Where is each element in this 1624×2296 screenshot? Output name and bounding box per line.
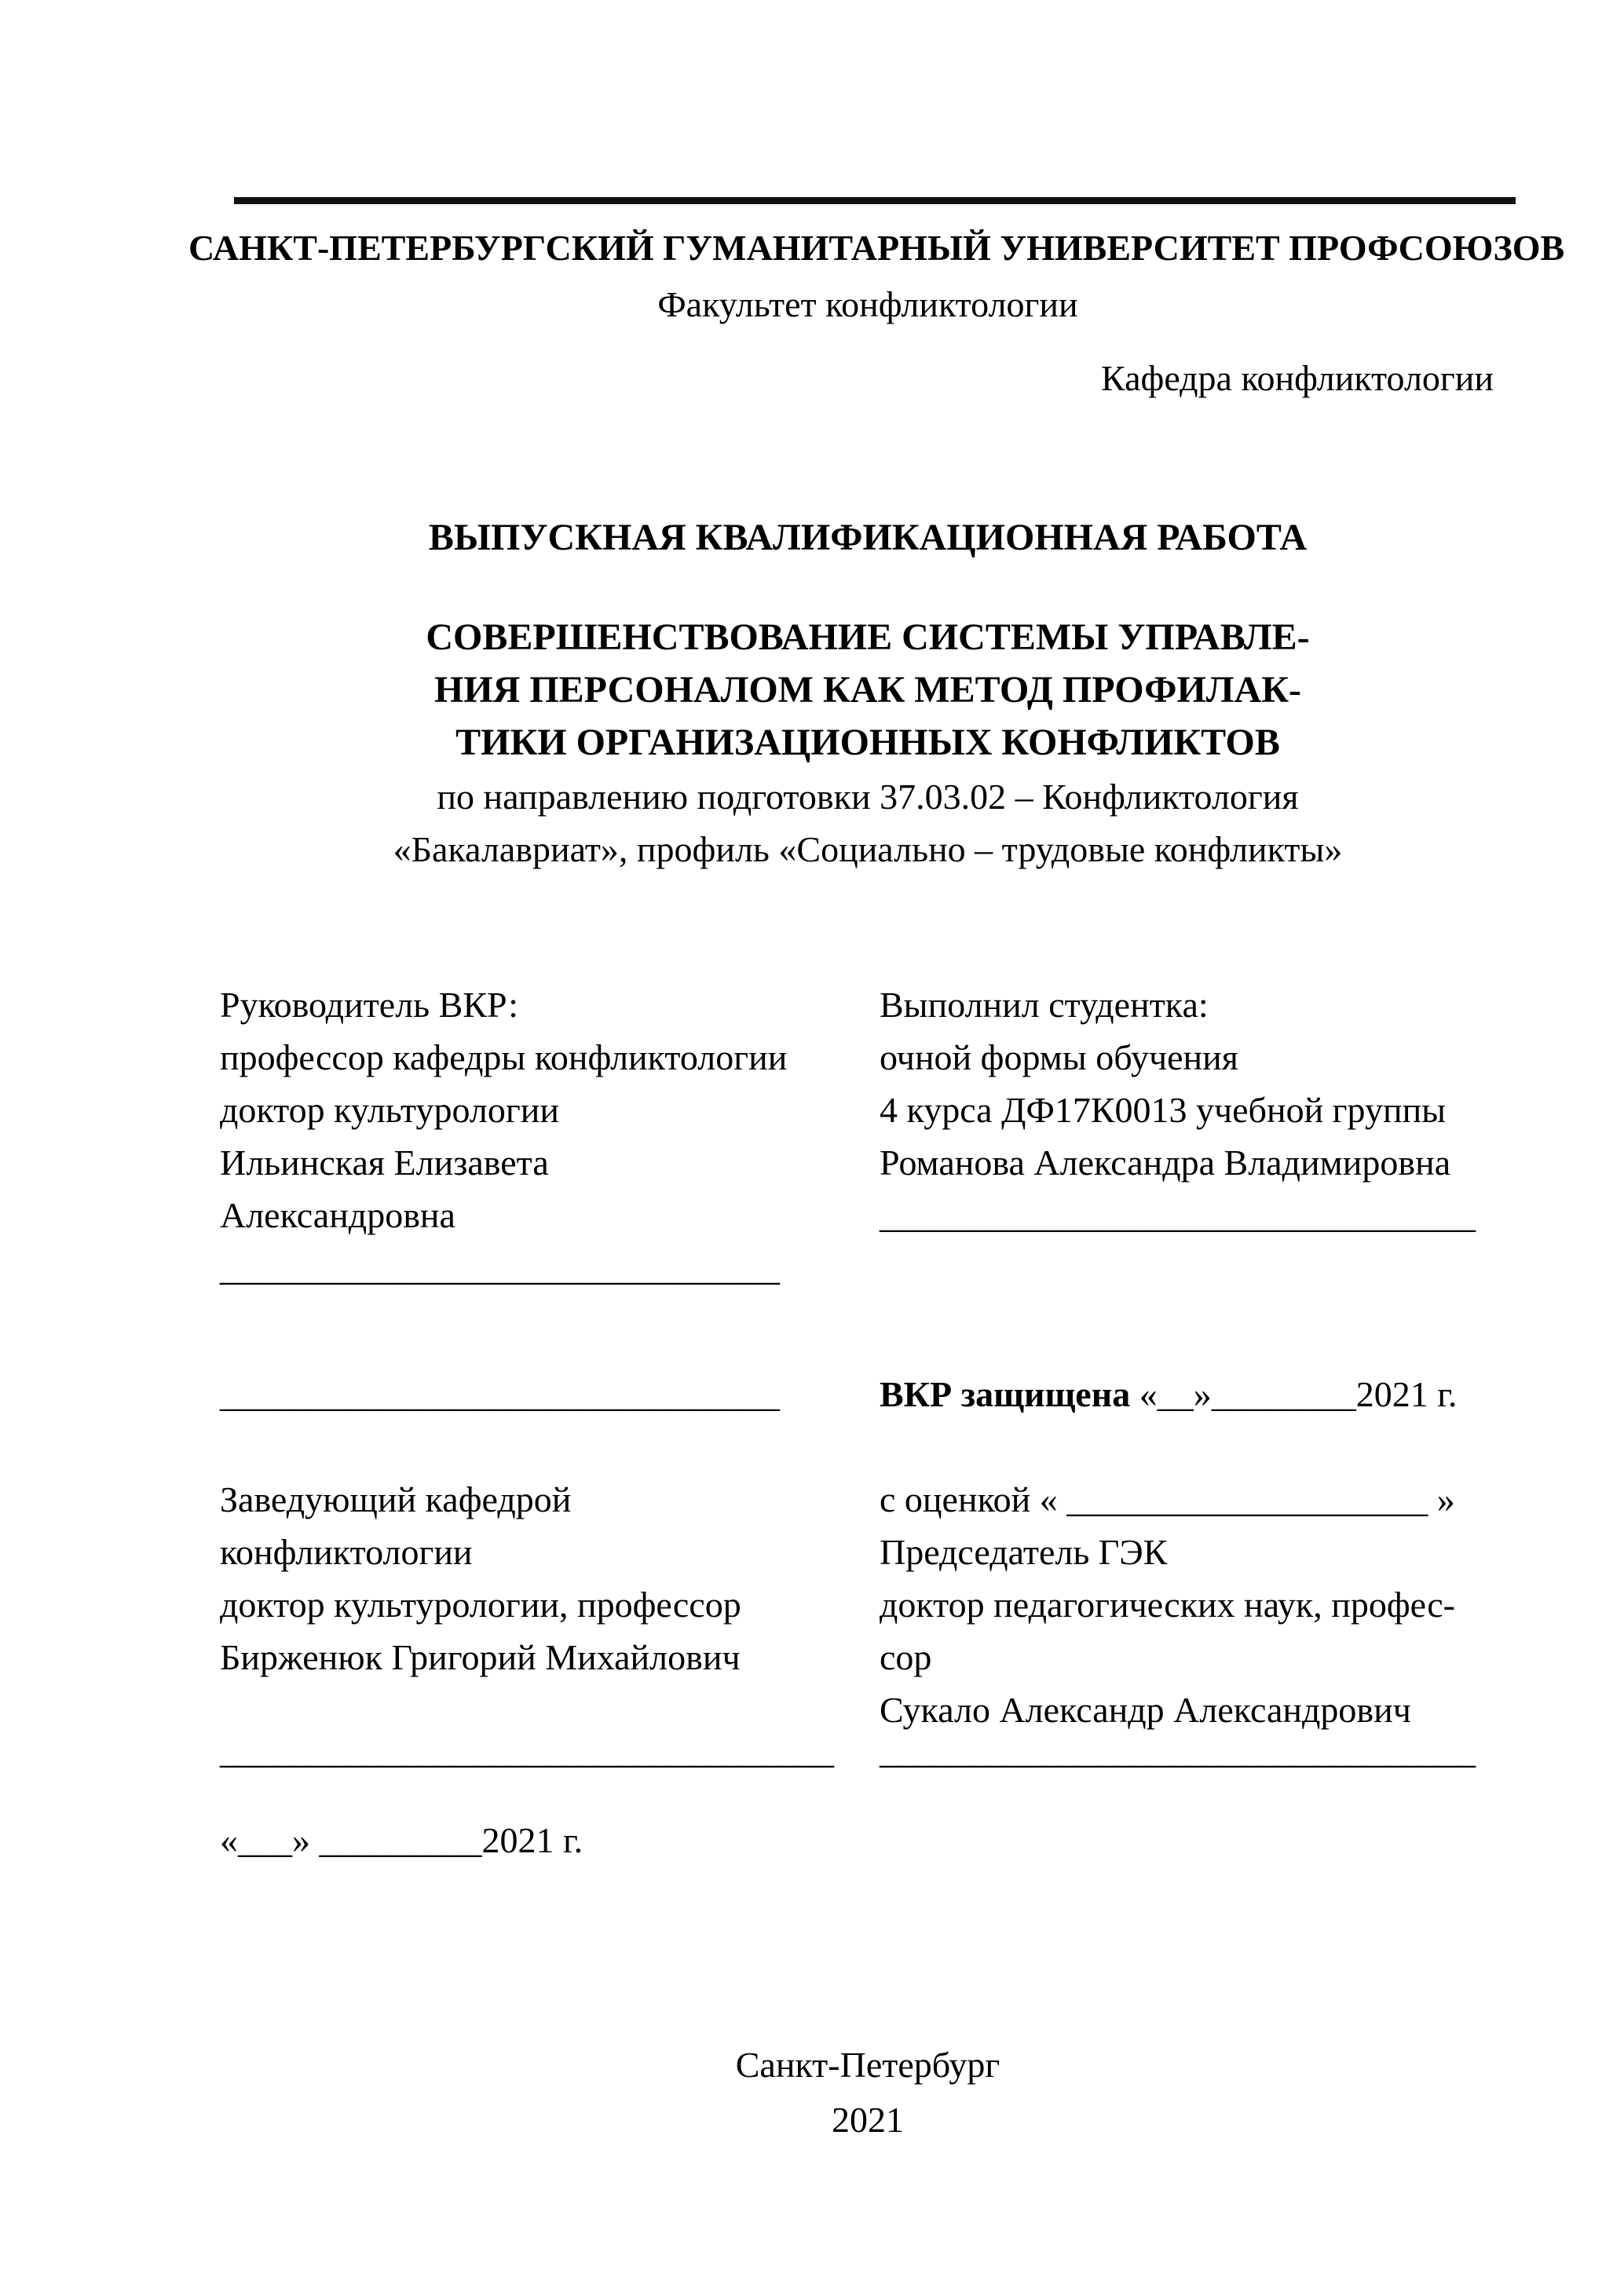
chairman-degree-line-2: сор — [880, 1637, 932, 1677]
head-bottom-signature-line: __________________________________ — [220, 1731, 834, 1771]
thesis-title-line-1: СОВЕРШЕНСТВОВАНИЕ СИСТЕМЫ УПРАВЛЕ- — [426, 616, 1310, 658]
student-study-form: очной формы обучения — [880, 1037, 1238, 1077]
chairman-role: Председатель ГЭК — [880, 1532, 1168, 1572]
head-name: Бирженюк Григорий Михайлович — [220, 1637, 741, 1677]
thesis-title-line-2: НИЯ ПЕРСОНАЛОМ КАК МЕТОД ПРОФИЛАК- — [433, 669, 1302, 711]
defended-date-blank: «__»________2021 г. — [1130, 1374, 1458, 1414]
approval-signature-line: _______________________________ — [220, 1374, 780, 1414]
supervisor-block — [220, 978, 856, 1294]
department-line: Кафедра конфликтологии — [1101, 358, 1494, 398]
defended-line — [880, 1368, 1523, 1420]
student-signature-line: _________________________________ — [880, 1195, 1476, 1235]
thesis-title — [220, 611, 1516, 769]
grade-line: с оценкой « ____________________ » — [880, 1479, 1455, 1519]
footer-city: Санкт-Петербург — [735, 2045, 1000, 2085]
supervisor-degree: доктор культурологии — [220, 1090, 559, 1130]
chairman-signature-line: _________________________________ — [880, 1731, 1476, 1771]
chairman-name: Сукало Александр Александрович — [880, 1690, 1411, 1730]
supervisor-name-first: Ильинская Елизавета — [220, 1143, 549, 1183]
spacer — [880, 1420, 1523, 1473]
student-role: Выполнил студентка: — [880, 985, 1209, 1025]
university-name: САНКТ-ПЕТЕРБУРГСКИЙ ГУМАНИТАРНЫЙ УНИВЕРСИТЕТ ПРОФСОЮЗОВ — [188, 228, 1565, 268]
spacer — [220, 1420, 856, 1473]
supervisor-position: профессор кафедры конфликтологии — [220, 1037, 788, 1077]
program-line: по направлению подготовки 37.03.02 – Конфликтология — [437, 777, 1299, 817]
student-name: Романова Александра Владимировна — [880, 1143, 1451, 1183]
head-of-department-block — [220, 1368, 856, 1684]
defense-block — [880, 1368, 1523, 1736]
faculty-line: Факультет конфликтологии — [657, 284, 1078, 324]
student-block — [880, 978, 1516, 1241]
footer-year: 2021 — [832, 2100, 904, 2140]
head-role-line-2: конфликтологии — [220, 1532, 473, 1572]
chairman-degree-line-1: доктор педагогических наук, профес- — [880, 1585, 1455, 1625]
header-rule — [234, 197, 1516, 204]
thesis-title-line-3: ТИКИ ОРГАНИЗАЦИОННЫХ КОНФЛИКТОВ — [455, 722, 1280, 763]
student-group: 4 курса ДФ17К0013 учебной группы — [880, 1090, 1447, 1130]
profile-line: «Бакалавриат», профиль «Социально – трудовые конфликты» — [393, 829, 1343, 869]
work-type-heading: ВЫПУСКНАЯ КВАЛИФИКАЦИОННАЯ РАБОТА — [428, 517, 1308, 558]
head-degree: доктор культурологии, профессор — [220, 1585, 741, 1625]
approval-date-line: «___» _________2021 г. — [220, 1820, 583, 1860]
supervisor-name-last: Александровна — [220, 1195, 455, 1235]
supervisor-role: Руководитель ВКР: — [220, 985, 519, 1025]
head-role-line-1: Заведующий кафедрой — [220, 1479, 572, 1519]
supervisor-signature-line: _______________________________ — [220, 1248, 780, 1288]
defended-label: ВКР защищена — [880, 1374, 1131, 1414]
